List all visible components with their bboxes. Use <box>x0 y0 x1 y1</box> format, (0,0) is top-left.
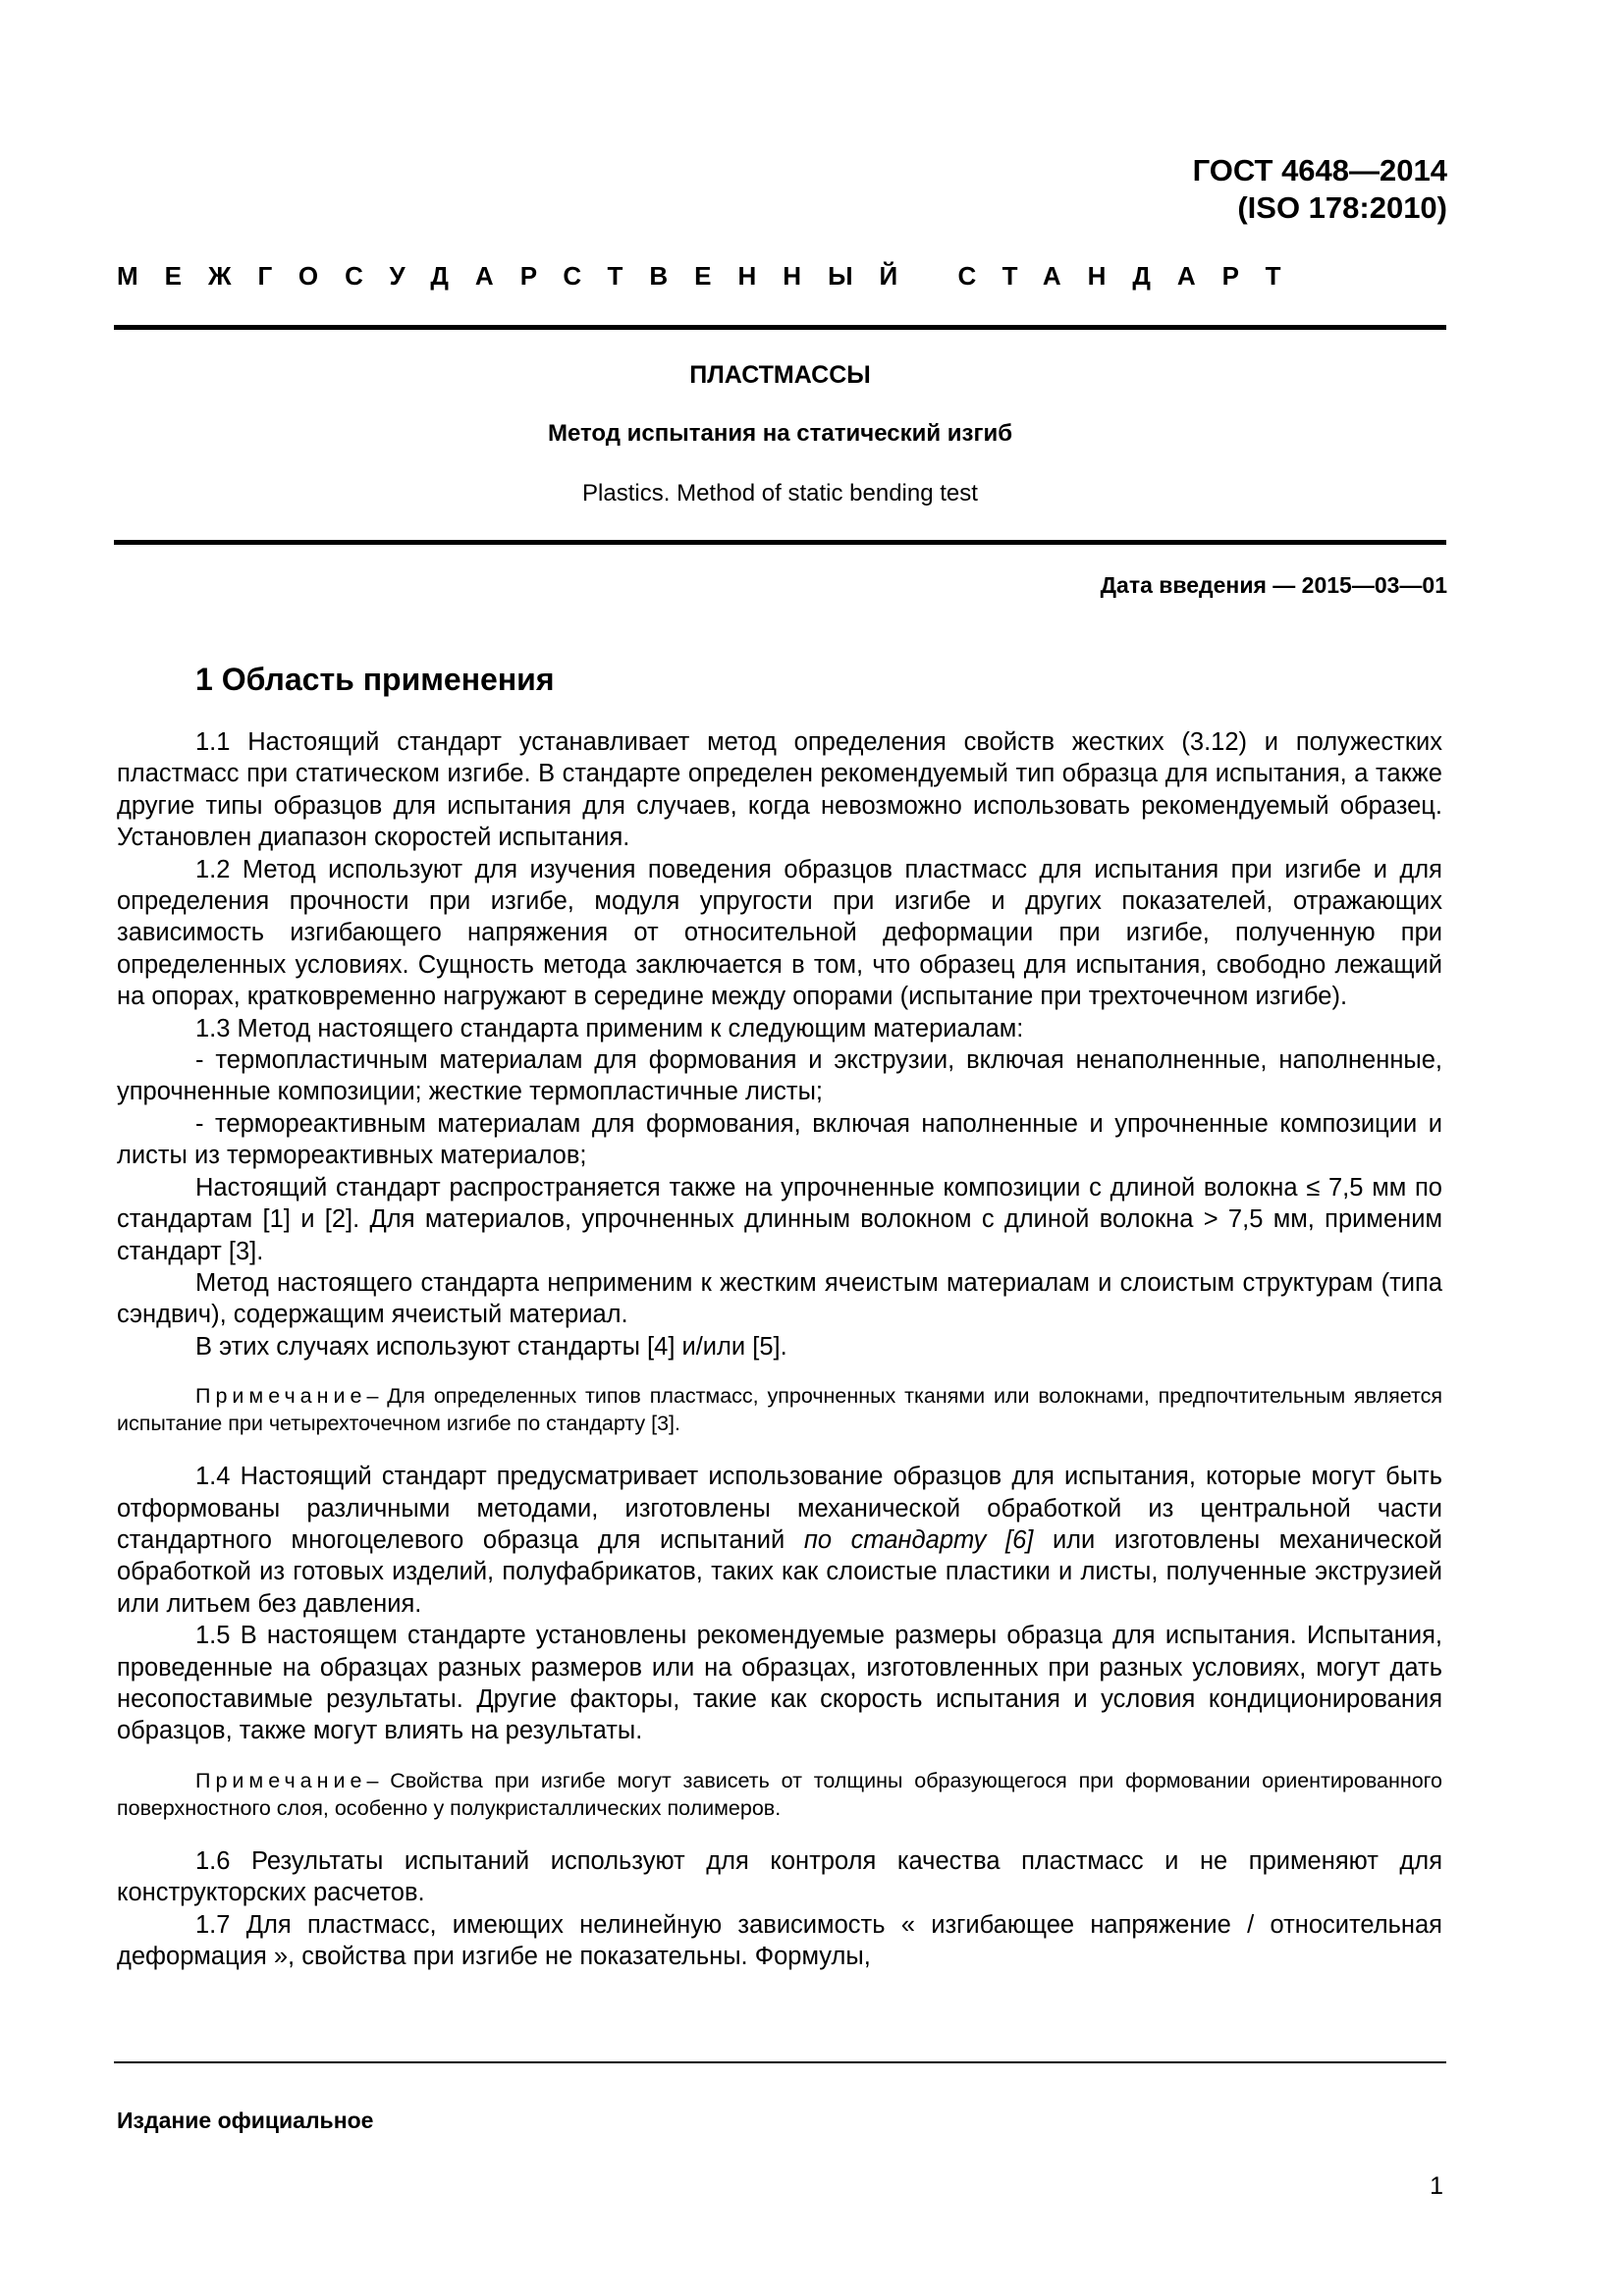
paragraph-1-4-start: 1.4 Настоящий стандарт предусматривает использование образцов для испытания, которые могут быть отформованы различными методами, изготовлены механической обработкой из центральной части стандартного многоцелевого образца для испытаний <box>117 1463 1442 1554</box>
section-heading: 1 Область применения <box>195 662 555 697</box>
note-2-text: – Свойства при изгибе могут зависеть от толщины образующегося при формовании ориентированного поверхностного слоя, особенно у полукристаллических полимеров. <box>117 1768 1442 1820</box>
official-edition-label: Издание официальное <box>117 2108 374 2133</box>
paragraph-1-6: 1.6 Результаты испытаний используют для контроля качества пластмасс и не применяют для конструкторских расчетов. <box>117 1846 1442 1907</box>
standard-reference: по стандарту [6] <box>803 1525 1034 1554</box>
paragraph-1-2: 1.2 Метод используют для изучения поведения образцов пластмасс для испытания при изгибе и для определения прочности при изгибе, модуля упругости при изгибе и других показателей, отражающих зависимость изгибающего напряжения от относительной деформации при изгибе, полученную при определенных условиях. Сущность метода заключается в том, что образец для испытания, свободно лежащий на опорах, кратковременно нагружают в середине между опорами (испытание при трехточечном изгибе). <box>117 855 1442 1011</box>
footer-rule <box>114 2061 1446 2063</box>
top-rule <box>114 325 1446 330</box>
note-label: Примечание <box>195 1768 367 1792</box>
paragraph-not-applicable: Метод настоящего стандарта неприменим к жестким ячеистым материалам и слоистым структурам (типа сэндвич), содержащим ячеистый материал. <box>117 1268 1442 1329</box>
list-item-thermosets: - термореактивным материалам для формования, включая наполненные и упрочненные композиции и листы из термореактивных материалов; <box>117 1109 1442 1170</box>
section-body <box>117 726 1442 1972</box>
note-2 <box>117 1767 1442 1822</box>
paragraph-1-4 <box>117 1461 1442 1620</box>
title-bottom-rule <box>114 540 1446 545</box>
document-title: ПЛАСТМАССЫ <box>689 361 871 389</box>
page-number: 1 <box>1430 2172 1443 2200</box>
paragraph-1-7: 1.7 Для пластмасс, имеющих нелинейную зависимость « изгибающее напряжение / относительная деформация », свойства при изгибе не показательны. Формулы, <box>117 1910 1442 1970</box>
standard-number-block <box>1193 152 1447 227</box>
paragraph-alternative-standards: В этих случаях используют стандарты [4] и/или [5]. <box>195 1332 787 1361</box>
note-label: Примечание <box>195 1384 367 1409</box>
english-title: Plastics. Method of static bending test <box>582 480 978 507</box>
list-item-thermoplastics: - термопластичным материалам для формования и экструзии, включая ненаполненные, наполненные, упрочненные композиции; жесткие термопластичные листы; <box>117 1046 1442 1106</box>
introduction-date: Дата введения — 2015—03—01 <box>1100 572 1447 598</box>
paragraph-1-4-end: или изготовлены механической обработкой из готовых изделий, полуфабрикатов, таких как слоистые пластики и листы, полученные экструзией или литьем без давления. <box>117 1525 1442 1618</box>
note-1 <box>117 1382 1442 1437</box>
paragraph-1-3: 1.3 Метод настоящего стандарта применим к следующим материалам: <box>195 1014 1024 1042</box>
paragraph-1-5: 1.5 В настоящем стандарте установлены рекомендуемые размеры образца для испытания. Испытания, проведенные на образцах разных размеров или на образцах, изготовленных при разных условиях, могут дать несопоставимые результаты. Другие факторы, такие как скорость испытания и условия кондиционирования образцов, также могут влиять на результаты. <box>117 1622 1442 1745</box>
paragraph-fibre-reinforced: Настоящий стандарт распространяется также на упрочненные композиции с длиной волокна ≤ 7,5 мм по стандартам [1] и [2]. Для материалов, упрочненных длинным волокном с длиной волокна > 7,5 мм, применим стандарт [3]. <box>117 1173 1442 1265</box>
interstate-standard-heading: МЕЖГОСУДАРСТВЕННЫЙ СТАНДАРТ <box>117 261 1308 291</box>
standard-number: ГОСТ 4648—2014 <box>1192 153 1447 187</box>
paragraph-1-1: 1.1 Настоящий стандарт устанавливает метод определения свойств жестких (3.12) и полужестких пластмасс при статическом изгибе. В стандарте определен рекомендуемый тип образца для испытания, а также другие типы образцов для испытания для случаев, когда невозможно использовать рекомендуемый образец. Установлен диапазон скоростей испытания. <box>117 728 1442 852</box>
iso-reference: (ISO 178:2010) <box>1237 190 1447 225</box>
document-subtitle: Метод испытания на статический изгиб <box>547 420 1013 447</box>
note-1-text: – Для определенных типов пластмасс, упрочненных тканями или волокнами, предпочтительным является испытание при четырехточечном изгибе по стандарту [3]. <box>117 1384 1442 1436</box>
